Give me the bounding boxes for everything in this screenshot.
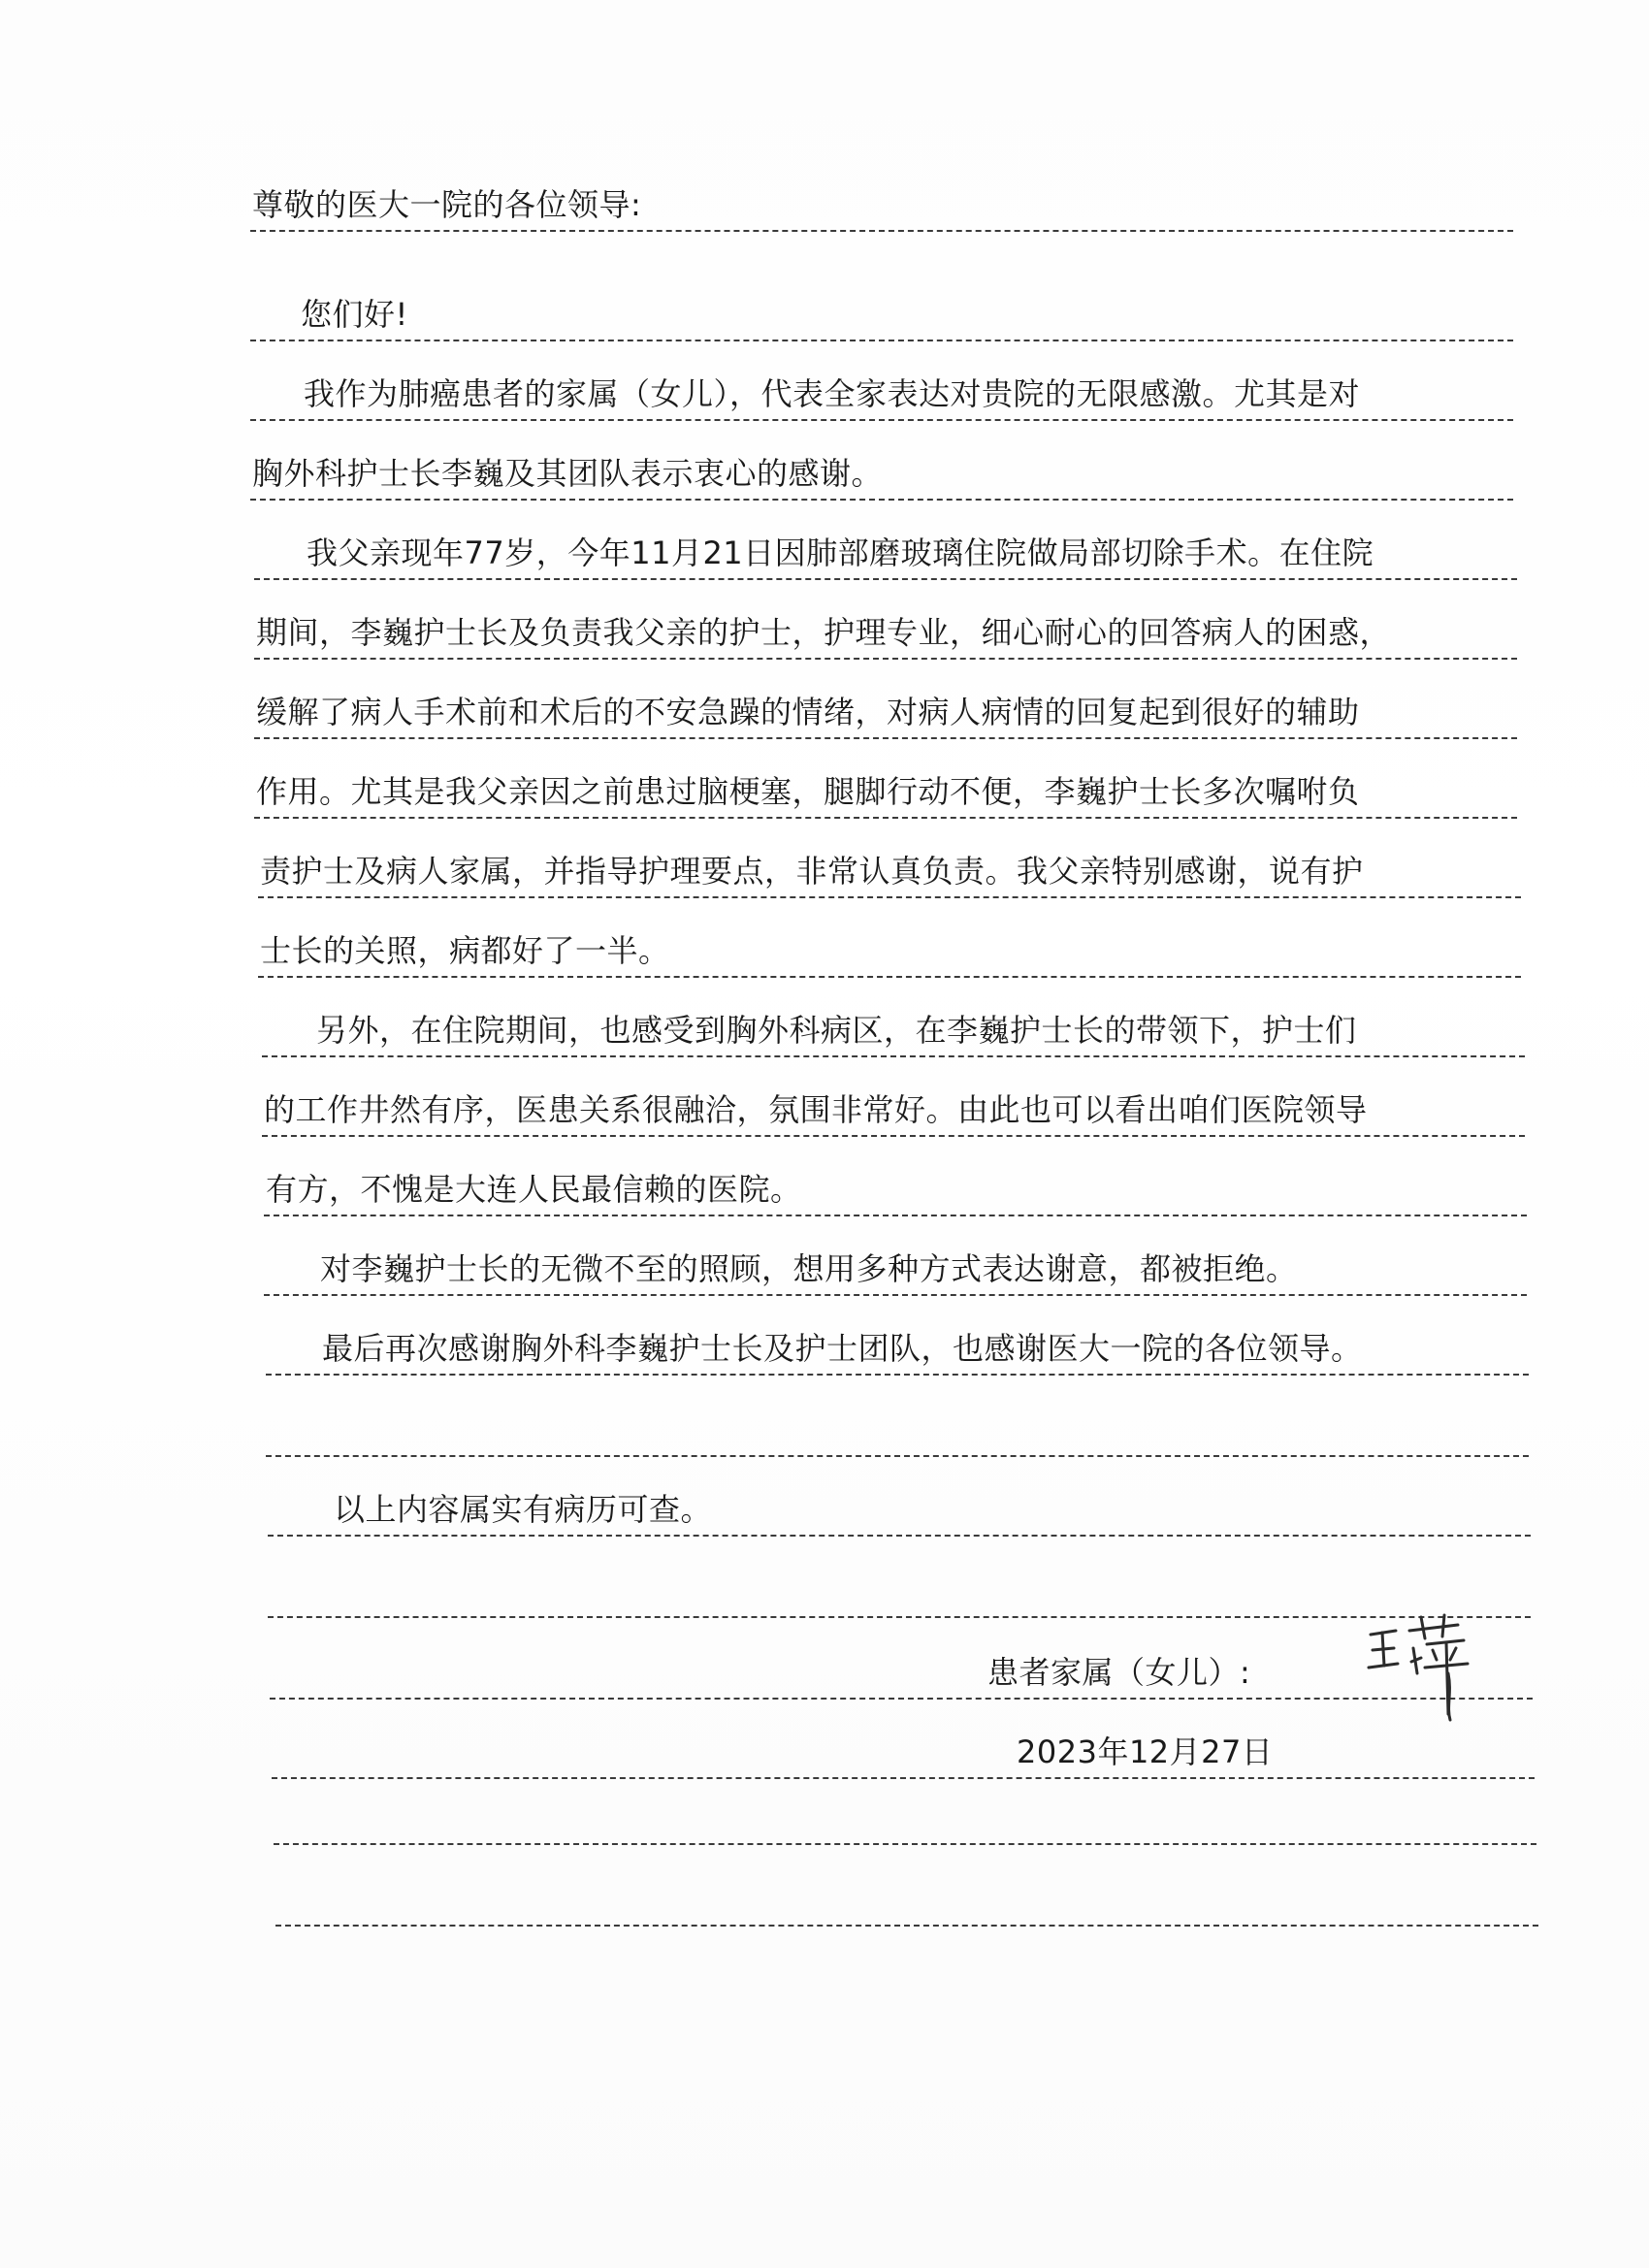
greeting: 您们好! [301,296,408,333]
body-line: 作用。尤其是我父亲因之前患过脑梗塞，腿脚行动不便，李巍护士长多次嘱咐负 [256,773,1360,810]
ruled-line [266,1376,1529,1457]
ruled-line [254,737,1517,819]
ruled-line [262,976,1525,1057]
handwritten-signature [1363,1605,1489,1732]
body-line: 我父亲现年77岁，今年11月21日因肺部磨玻璃住院做局部切除手术。在住院 [307,535,1374,571]
ruled-line [262,1055,1525,1137]
ruled-line [250,260,1513,341]
salutation: 尊敬的医大一院的各位领导: [252,186,642,223]
body-line: 士长的关照，病都好了一半。 [260,932,670,969]
ruled-line [266,1294,1529,1376]
body-line: 有方，不愧是大连人民最信赖的医院。 [266,1171,802,1208]
ruled-line [250,340,1513,421]
ruled-line [258,896,1521,978]
ruled-line [270,1618,1533,1700]
ruled-line [274,1764,1536,1845]
body-line: 我作为肺癌患者的家属（女儿），代表全家表达对贵院的无限感激。尤其是对 [304,375,1361,412]
body-line: 最后再次感谢胸外科李巍护士长及护士团队，也感谢医大一院的各位领导。 [322,1330,1363,1367]
body-line: 以上内容属实有病历可查。 [334,1491,713,1528]
ruled-line [250,150,1513,232]
body-line: 责护士及病人家属，并指导护理要点，非常认真负责。我父亲特别感谢，说有护 [260,853,1364,890]
body-line: 对李巍护士长的无微不至的照顾，想用多种方式表达谢意，都被拒绝。 [320,1250,1298,1287]
ruled-line [250,419,1513,501]
body-line: 另外，在住院期间，也感受到胸外科病区，在李巍护士长的带领下，护士们 [316,1012,1357,1049]
body-line: 缓解了病人手术前和术后的不安急躁的情绪，对病人病情的回复起到很好的辅助 [256,694,1360,730]
signature-date: 2023年12月27日 [1017,1733,1274,1770]
ruled-line [275,1845,1538,1927]
body-line: 胸外科护士长李巍及其团队表示衷心的感谢。 [252,455,884,492]
ruled-line [268,1537,1531,1618]
ruled-line [264,1135,1527,1216]
ruled-line [268,1455,1531,1537]
body-line: 的工作井然有序，医患关系很融洽，氛围非常好。由此也可以看出咱们医院领导 [264,1091,1368,1128]
dashed-rule [275,1925,1538,1927]
ruled-line [264,1215,1527,1296]
signer-label: 患者家属（女儿）: [987,1654,1251,1691]
ruled-line [254,658,1517,739]
body-line: 期间，李巍护士长及负责我父亲的护士，护理专业，细心耐心的回答病人的困惑， [256,614,1392,651]
dashed-rule [250,230,1513,232]
ruled-line [258,817,1521,898]
ruled-line [254,578,1517,660]
ruled-line [254,499,1517,580]
